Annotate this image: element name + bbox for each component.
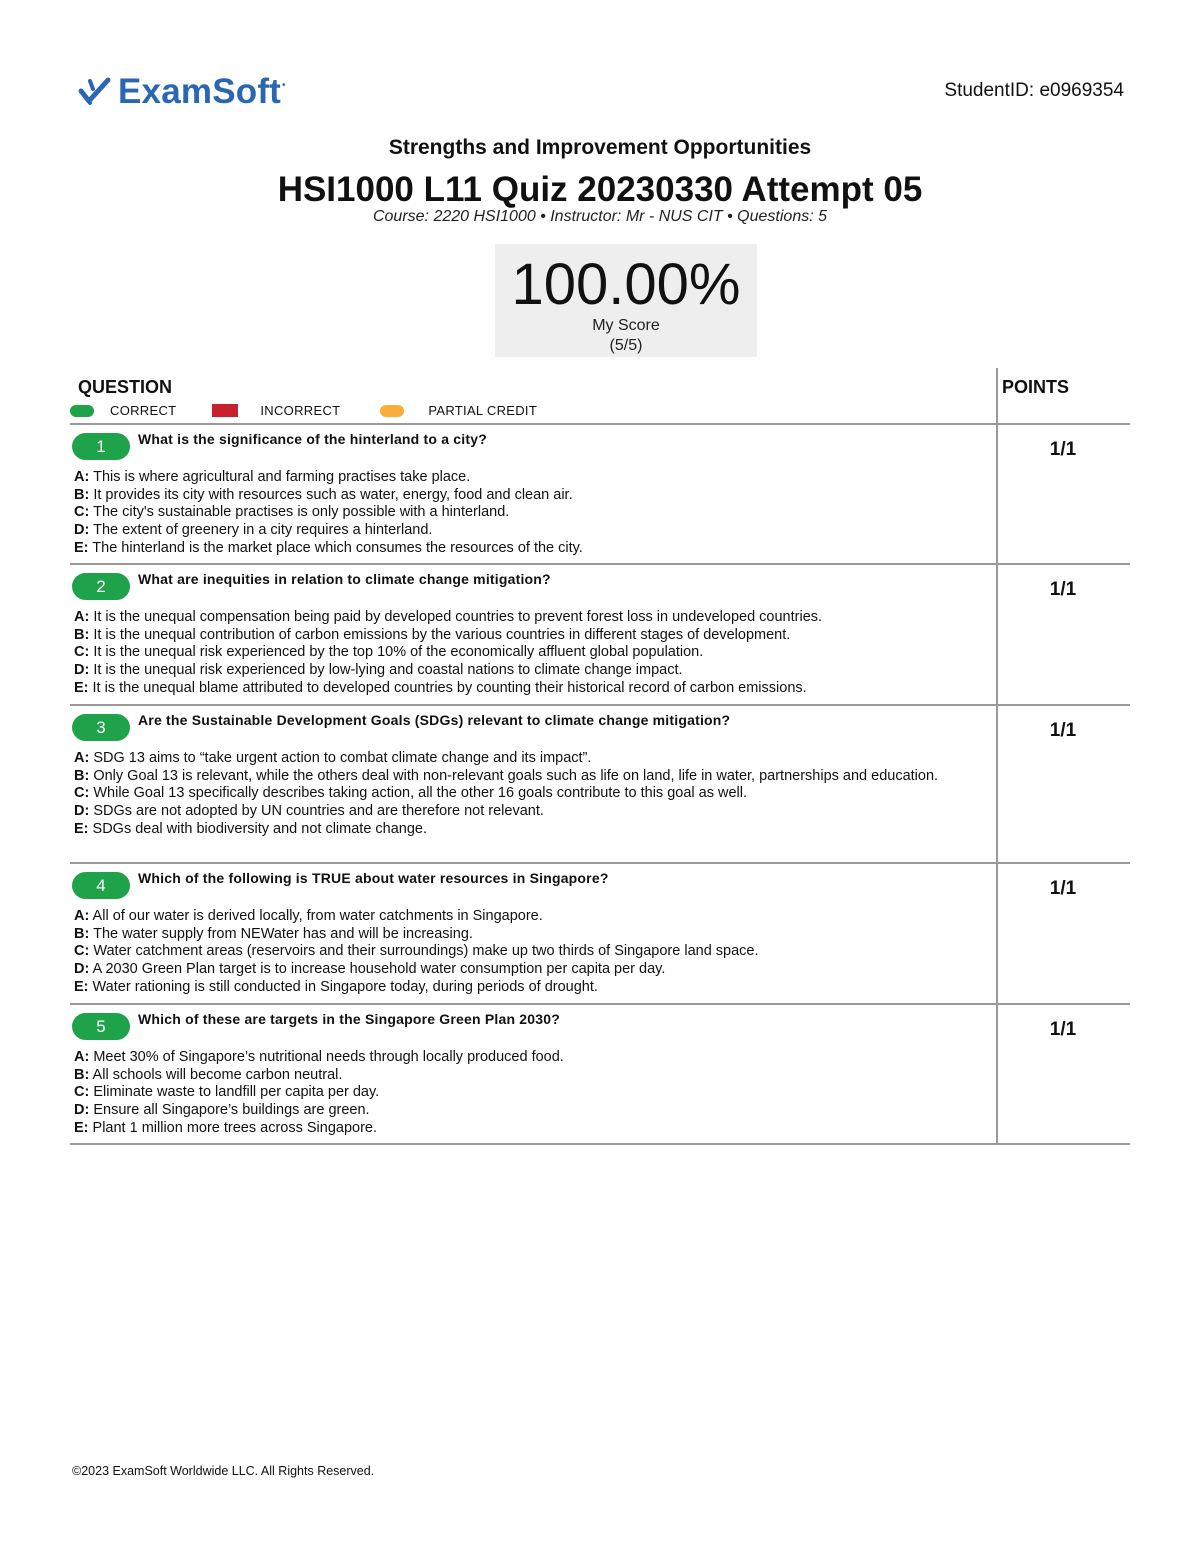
question-number-badge: 3 bbox=[72, 714, 130, 741]
answer-option: D: Ensure all Singapore’s buildings are green. bbox=[74, 1102, 370, 1119]
question-row-3 bbox=[70, 706, 1130, 864]
answer-option: A: SDG 13 aims to “take urgent action to combat climate change and its impact”. bbox=[74, 750, 592, 766]
answer-option: B: Only Goal 13 is relevant, while the others deal with non-relevant goals such as life on land, life in water, partnerships and education. bbox=[74, 767, 939, 784]
question-text: Which of these are targets in the Singapore Green Plan 2030? bbox=[138, 1011, 560, 1027]
answer-option: E: Plant 1 million more trees across Singapore. bbox=[74, 1119, 378, 1136]
question-row-5 bbox=[70, 1005, 1130, 1145]
logo-text: ExamSoft bbox=[118, 72, 282, 111]
question-number-badge: 2 bbox=[72, 573, 130, 600]
answer-list bbox=[74, 750, 944, 839]
answer-option: B: It is the unequal contribution of carbon emissions by the various countries in different stages of development. bbox=[74, 626, 791, 643]
answer-option: B: It provides its city with resources such as water, energy, food and clean air. bbox=[74, 486, 573, 503]
answer-option: A: Meet 30% of Singapore’s nutritional needs through locally produced food. bbox=[74, 1049, 564, 1065]
answer-option: D: The extent of greenery in a city requires a hinterland. bbox=[74, 522, 433, 539]
answer-option: E: It is the unequal blame attributed to developed countries by counting their historical record of carbon emissions. bbox=[74, 679, 807, 696]
question-number-badge: 1 bbox=[72, 433, 130, 460]
question-number-badge: 4 bbox=[72, 872, 130, 899]
question-row-4 bbox=[70, 864, 1130, 1005]
incorrect-legend-swatch bbox=[212, 404, 238, 417]
table-header bbox=[70, 368, 1130, 425]
question-number-badge: 5 bbox=[72, 1013, 130, 1040]
answer-list bbox=[74, 609, 974, 698]
question-row-1 bbox=[70, 425, 1130, 565]
answer-option: D: It is the unequal risk experienced by low-lying and coastal nations to climate change impact. bbox=[74, 662, 683, 679]
question-points: 1/1 bbox=[1049, 720, 1077, 741]
score-count: (5/5) bbox=[609, 337, 643, 354]
question-points: 1/1 bbox=[1049, 439, 1077, 460]
checkmark-logo-icon bbox=[78, 77, 112, 107]
report-subtitle: Strengths and Improvement Opportunities bbox=[388, 136, 812, 159]
answer-option: D: SDGs are not adopted by UN countries and are therefore not relevant. bbox=[74, 803, 544, 820]
score-box bbox=[495, 244, 757, 357]
page-title: HSI1000 L11 Quiz 20230330 Attempt 05 bbox=[277, 170, 923, 209]
answer-list bbox=[74, 469, 974, 558]
legend bbox=[70, 403, 537, 418]
partial-credit-legend-label: PARTIAL CREDIT bbox=[428, 403, 538, 418]
trademark-icon: • bbox=[282, 79, 286, 91]
question-column-header: QUESTION bbox=[78, 377, 173, 397]
question-points: 1/1 bbox=[1049, 878, 1077, 899]
student-id: StudentID: e0969354 bbox=[944, 80, 1124, 101]
question-text: Which of the following is TRUE about water resources in Singapore? bbox=[138, 870, 609, 886]
answer-option: C: It is the unequal risk experienced by the top 10% of the economically affluent global population. bbox=[74, 644, 704, 661]
answer-option: C: The city's sustainable practises is only possible with a hinterland. bbox=[74, 504, 510, 521]
question-points: 1/1 bbox=[1049, 579, 1077, 600]
points-column-header: POINTS bbox=[1002, 377, 1070, 397]
question-text: What is the significance of the hinterland to a city? bbox=[138, 431, 487, 447]
answer-option: A: This is where agricultural and farming practises take place. bbox=[74, 469, 471, 485]
answer-option: B: The water supply from NEWater has and will be increasing. bbox=[74, 925, 473, 942]
answer-option: A: All of our water is derived locally, from water catchments in Singapore. bbox=[74, 908, 543, 924]
question-text: What are inequities in relation to climate change mitigation? bbox=[138, 571, 551, 587]
answer-option: C: Eliminate waste to landfill per capita per day. bbox=[74, 1084, 380, 1101]
answer-list bbox=[74, 908, 974, 997]
questions-table bbox=[70, 368, 1130, 1145]
answer-option: E: The hinterland is the market place which consumes the resources of the city. bbox=[74, 539, 583, 556]
question-row-2 bbox=[70, 565, 1130, 706]
answer-option: C: Water catchment areas (reservoirs and their surroundings) make up two thirds of Singapore land space. bbox=[74, 943, 759, 960]
question-points: 1/1 bbox=[1049, 1019, 1077, 1040]
copyright-footer: ©2023 ExamSoft Worldwide LLC. All Rights Reserved. bbox=[72, 1464, 375, 1478]
partial-credit-legend-swatch bbox=[380, 405, 404, 417]
answer-option: E: Water rationing is still conducted in Singapore today, during periods of drought. bbox=[74, 978, 598, 995]
answer-option: B: All schools will become carbon neutral. bbox=[74, 1066, 343, 1083]
correct-legend-swatch bbox=[70, 405, 94, 417]
correct-legend-label: CORRECT bbox=[110, 403, 177, 418]
answer-option: D: A 2030 Green Plan target is to increase household water consumption per capita per day. bbox=[74, 961, 666, 978]
answer-option: C: While Goal 13 specifically describes taking action, all the other 16 goals contribute to this goal as well. bbox=[74, 785, 747, 802]
course-info: Course: 2220 HSI1000 • Instructor: Mr - NUS CIT • Questions: 5 bbox=[372, 208, 828, 225]
answer-option: E: SDGs deal with biodiversity and not climate change. bbox=[74, 820, 428, 837]
answer-option: A: It is the unequal compensation being paid by developed countries to prevent forest loss in undeveloped countries. bbox=[74, 609, 823, 625]
answer-list bbox=[74, 1049, 974, 1138]
examsoft-logo bbox=[78, 72, 286, 112]
score-label: My Score bbox=[592, 317, 660, 334]
score-value: 100.00% bbox=[511, 252, 741, 317]
incorrect-legend-label: INCORRECT bbox=[260, 403, 341, 418]
question-text: Are the Sustainable Development Goals (SDGs) relevant to climate change mitigation? bbox=[138, 712, 731, 728]
